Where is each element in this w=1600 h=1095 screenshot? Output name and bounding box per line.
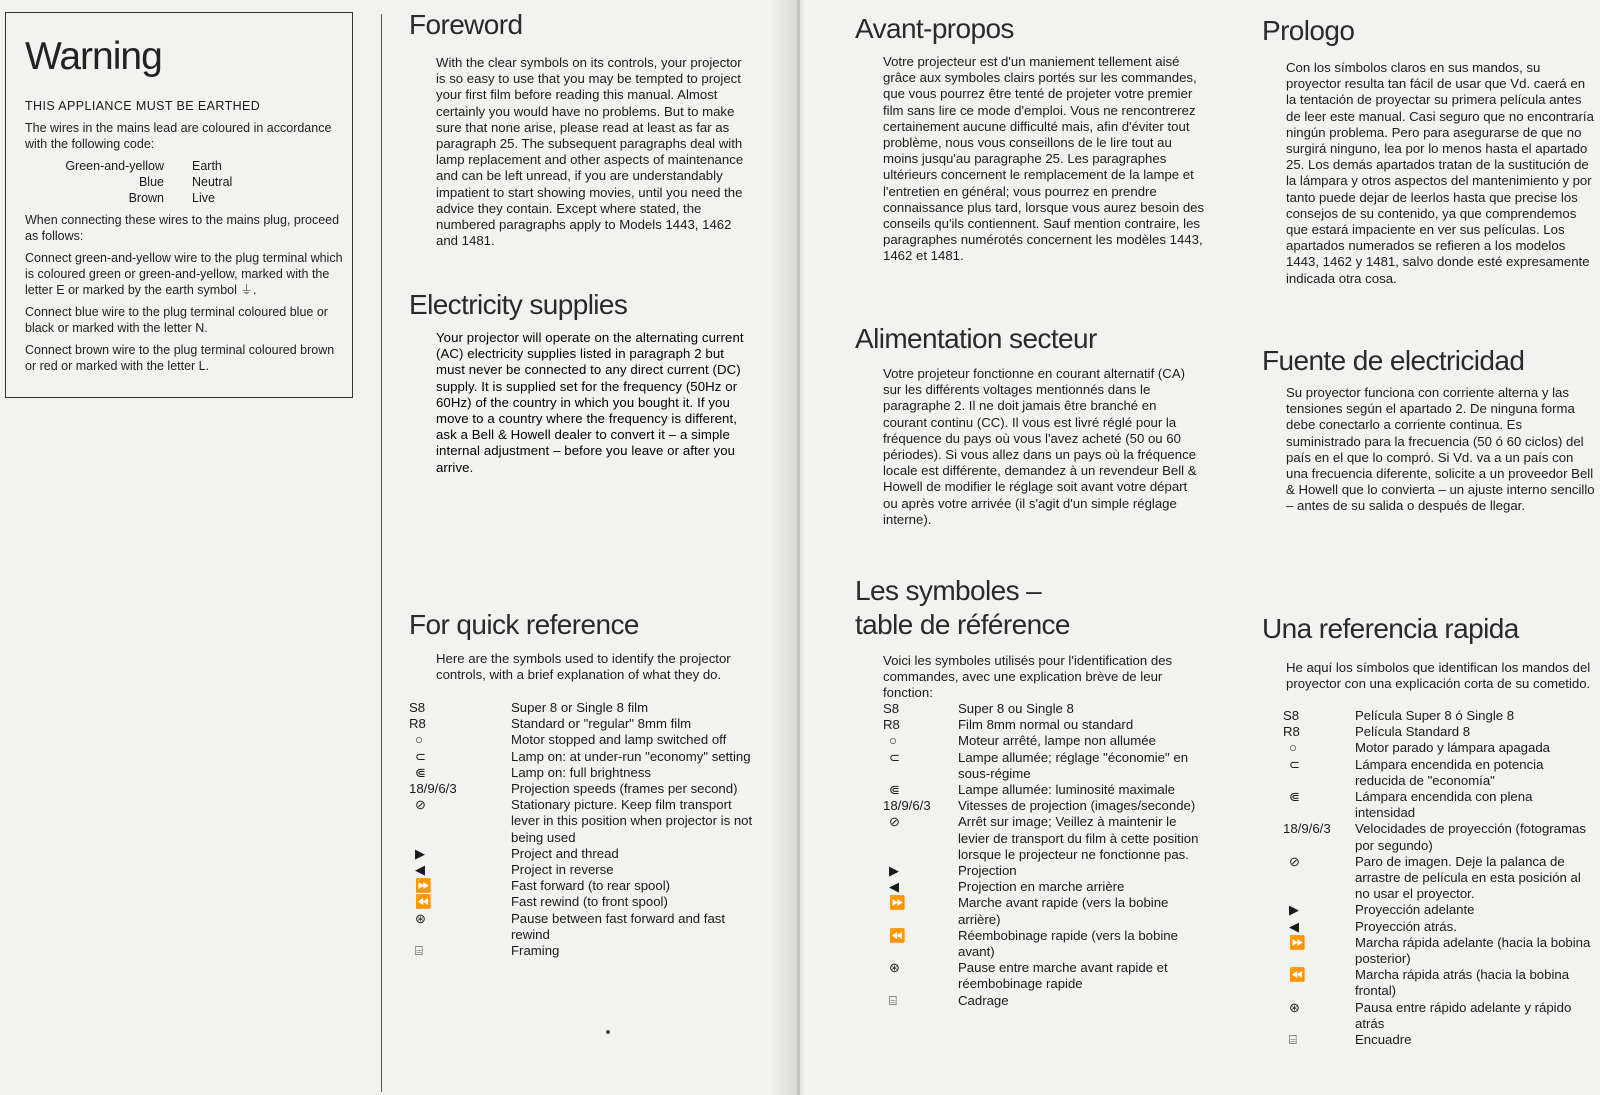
symbol-key: ▶: [1289, 902, 1300, 918]
warning-paragraph: Connect green-and-yellow wire to the plug terminal which is coloured green or green-and-yellow, marked with the letter E or marked by the earth symbol ⏚.: [25, 251, 343, 297]
french-quick-intro: Voici les symboles utilisés pour l'identification des commandes, avec une explication brève de leur fonction:: [883, 653, 1173, 701]
symbol-row: [409, 797, 759, 846]
symbol-key: ⊛: [889, 960, 901, 976]
symbol-description: Película Super 8 ó Single 8: [1355, 708, 1515, 723]
symbol-row: [883, 750, 1208, 782]
symbol-key: ○: [1289, 740, 1297, 756]
symbol-description: Cadrage: [958, 992, 1009, 1008]
wire-code-row: [52, 190, 352, 206]
symbol-row: [409, 716, 759, 732]
symbol-description: Paro de imagen. Deje la palanca de arrastre de película en esta posición al no usar el proyector.: [1355, 853, 1581, 902]
english-electricity-title: Electricity supplies: [409, 289, 628, 320]
symbol-description: Project and thread: [511, 845, 619, 861]
symbol-description: Lamp on: full brightness: [511, 764, 652, 780]
wire-meaning: Live: [192, 191, 215, 205]
symbol-description: Projection: [958, 863, 1017, 879]
symbol-row: [1283, 902, 1595, 918]
wire-colour: Brown: [128, 191, 164, 205]
warning-intro: The wires in the mains lead are coloured in accordance with the following code:: [25, 121, 332, 151]
english-electricity-text: Your projector will operate on the alternating current (AC) electricity supplies listed in paragraph 2 but must never be connected to any direct current (DC) supply. It is supplied set for the frequency (50Hz or 60Hz) of the country in which you bought it. If you move to a country where the frequency is different, ask a Bell & Howell dealer to convert it – a simple internal adjustment – before you leave or after you arrive.: [436, 330, 744, 475]
symbol-row: [883, 928, 1208, 960]
symbol-row: [1283, 967, 1595, 999]
symbol-row: [883, 782, 1208, 798]
wire-colour: Blue: [138, 175, 164, 189]
symbol-description: Motor parado y lámpara apagada: [1355, 740, 1551, 756]
symbol-row: [1283, 1032, 1595, 1048]
warning-paragraph: Connect blue wire to the plug terminal coloured blue or black or marked with the letter N.: [25, 305, 328, 335]
symbol-description: Lamp on: at under-run "economy" setting: [511, 748, 751, 764]
symbol-key: ⊂: [1289, 756, 1301, 772]
symbol-key: ⌸: [889, 992, 897, 1008]
symbol-key: ◀: [415, 862, 426, 878]
symbol-description: Marche avant rapide (vers la bobine arrière): [958, 895, 1169, 927]
symbol-row: [883, 733, 1208, 749]
symbol-row: [409, 765, 759, 781]
symbol-key: R8: [1283, 724, 1300, 740]
english-foreword-text: With the clear symbols on its controls, your projector is so easy to use that you may be tempted to project your first film before reading this manual. Almost certainly you would have no problems. But to make sure that none arise, please read at least as far as paragraph 25. The subsequent paragraphs deal with lamp replacement and other aspects of maintenance and can be left unread, if you are understandably impatient to start showing movies, until you need the advice they contain. Except where stated, the numbered paragraphs apply to Models 1443, 1462 and 1481.: [436, 55, 744, 249]
french-electricity-text: Votre projeteur fonctionne en courant alternatif (CA) sur les différents voltages mentionnés dans le paragraphe 2. Il ne doit jamais être branché en courant continu (CC). Il vous est livré réglé pour la fréquence du pays où vous l'avez acheté (50 ou 60 périodes). Si vous allez dans un pays où la fréquence locale est différente, demandez à un revendeur Bell & Howell de modifier le réglage soit avant votre départ ou après votre arrivée (il s'agit d'un simple réglage interne).: [883, 366, 1197, 527]
spanish-electricity-title: Fuente de electricidad: [1262, 345, 1525, 376]
symbol-description: Fast forward (to rear spool): [511, 878, 671, 894]
symbol-key: ⊘: [1289, 853, 1301, 869]
symbol-key: ⊛: [1289, 999, 1301, 1015]
spanish-quick-title: Una referencia rapida: [1262, 613, 1519, 644]
symbol-row: [1283, 1000, 1595, 1032]
spanish-quick-intro: He aquí los símbolos que identifican los mandos del proyector con una explicación corta de su cometido.: [1286, 660, 1591, 692]
symbol-description: Velocidades de proyección (fotogramas por segundo): [1355, 821, 1586, 853]
symbol-description: Encuadre: [1355, 1032, 1412, 1048]
symbol-key: ⊂: [889, 749, 901, 765]
page-fold: [797, 0, 800, 1095]
symbol-description: Vitesses de projection (images/seconde): [958, 798, 1196, 814]
symbol-row: [1283, 708, 1595, 724]
symbol-key: ○: [415, 732, 423, 748]
warning-box: [5, 12, 353, 398]
warning-paragraph: Connect brown wire to the plug terminal coloured brown or red or marked with the letter L.: [25, 343, 335, 373]
symbol-row: [883, 701, 1208, 717]
symbol-key: R8: [409, 716, 426, 732]
symbol-row: [409, 943, 759, 959]
symbol-description: Projection speeds (frames per second): [511, 781, 738, 797]
symbol-description: Lámpara encendida con plena intensidad: [1355, 789, 1533, 821]
symbol-key: ⏪: [1289, 967, 1306, 983]
symbol-key: 18/9/6/3: [883, 798, 931, 814]
spanish-foreword-title: Prologo: [1262, 15, 1355, 46]
symbol-row: [883, 993, 1208, 1009]
column-divider: [381, 14, 382, 1092]
wire-code-row: [52, 158, 352, 174]
symbol-row: [409, 911, 759, 943]
symbol-row: [1283, 740, 1595, 756]
symbol-row: [1283, 854, 1595, 903]
symbol-key: S8: [883, 701, 900, 716]
symbol-row: [883, 960, 1208, 992]
french-electricity-title: Alimentation secteur: [855, 323, 1097, 354]
french-symbol-list: [883, 701, 1208, 1009]
symbol-key: ⏩: [415, 878, 432, 894]
symbol-key: ⌸: [1289, 1032, 1297, 1048]
symbol-key: ⊂: [415, 748, 427, 764]
symbol-key: ⏩: [889, 895, 906, 911]
warning-title: Warning: [25, 35, 162, 78]
symbol-description: Super 8 ou Single 8: [958, 701, 1074, 716]
warning-heading: THIS APPLIANCE MUST BE EARTHED: [25, 99, 261, 113]
symbol-row: [1283, 821, 1595, 853]
symbol-row: [409, 862, 759, 878]
symbol-row: [409, 749, 759, 765]
symbol-key: ⏪: [415, 894, 432, 910]
french-foreword-title: Avant-propos: [855, 13, 1014, 44]
symbol-description: Film 8mm normal ou standard: [958, 717, 1134, 733]
symbol-row: [1283, 919, 1595, 935]
symbol-key: ○: [889, 733, 897, 749]
symbol-row: [1283, 789, 1595, 821]
english-quick-title: For quick reference: [409, 609, 639, 640]
symbol-description: Proyección adelante: [1355, 902, 1475, 918]
symbol-description: Moteur arrêté, lampe non allumée: [958, 733, 1156, 749]
symbol-key: R8: [883, 717, 900, 733]
symbol-key: S8: [1283, 708, 1300, 723]
symbol-key: ⏪: [889, 927, 906, 943]
warning-paragraph: When connecting these wires to the mains plug, proceed as follows:: [25, 213, 340, 243]
symbol-key: ▶: [415, 845, 426, 861]
french-quick-title-line1: Les symboles –: [855, 575, 1042, 606]
symbol-key: ◀: [889, 879, 900, 895]
symbol-row: [883, 895, 1208, 927]
symbol-row: [409, 878, 759, 894]
symbol-key: ⊘: [415, 797, 427, 813]
symbol-description: Pausa entre rápido adelante y rápido atrás: [1355, 999, 1572, 1031]
symbol-description: Stationary picture. Keep film transport lever in this position when projector is not being used: [511, 797, 753, 845]
symbol-key: ◀: [1289, 918, 1300, 934]
symbol-description: Réembobinage rapide (vers la bobine avant): [958, 927, 1178, 960]
french-foreword-text: Votre projecteur est d'un maniement tellement aisé grâce aux symboles clairs portés sur les commandes, que vous pourrez être tenté de projeter votre premier film sans lire ce mode d'emploi. Vous ne rencontrerez certainement aucune difficulté mais, afin d'éviter tout problème, nous vous conseillons de le lire tout au moins jusqu'au paragraphe 25. Les paragraphes ultérieurs concernent le remplacement de la lampe et l'entretien en général; vous pourrez en prendre connaissance plus tard, lorsque vous aurez besoin des conseils qu'ils contiennent. Sauf mention contraire, les paragraphes numérotés concernent les modèles 1443, 1462 et 1481.: [883, 54, 1205, 264]
symbol-key: ⏩: [1289, 934, 1306, 950]
symbol-description: Pause between fast forward and fast rewind: [511, 910, 726, 942]
symbol-description: Lampe allumée; réglage "économie" en sous-régime: [958, 749, 1189, 781]
symbol-key: ▶: [889, 863, 900, 879]
symbol-description: Super 8 or Single 8 film: [511, 700, 649, 715]
symbol-key: ⋐: [889, 782, 901, 798]
symbol-row: [1283, 724, 1595, 740]
symbol-row: [883, 717, 1208, 733]
wire-meaning: Earth: [192, 159, 222, 173]
english-foreword-title: Foreword: [409, 9, 523, 40]
symbol-key: ⌸: [415, 943, 423, 959]
wire-meaning: Neutral: [192, 175, 233, 189]
wire-colour: Green-and-yellow: [65, 159, 164, 173]
symbol-description: Fast rewind (to front spool): [511, 894, 668, 910]
symbol-key: ⊛: [415, 910, 427, 926]
symbol-row: [409, 894, 759, 910]
spanish-electricity-text: Su proyector funciona con corriente alterna y las tensiones según el apartado 2. De ninguna forma debe conectarlo a corriente continua. Es suministrado para la frecuencia (50 ó 60 ciclos) del país en el que lo compró. Si Vd. va a un país con una frecuencia diferente, solicite a un proveedor Bell & Howell que lo convierta – un ajuste interno sencillo – antes de su salida o después de llegar.: [1286, 385, 1595, 514]
symbol-row: [409, 700, 759, 716]
english-quick-intro: Here are the symbols used to identify the projector controls, with a brief explanation of what they do.: [436, 651, 731, 683]
spanish-symbol-list: [1283, 708, 1595, 1048]
wire-code-table: [52, 158, 352, 206]
spanish-foreword-text: Con los símbolos claros en sus mandos, su proyector resulta tan fácil de usar que Vd. caerá en la tentación de proyectar su primera película antes de leer este manual. Casi seguro que no encontraría ningún problema. Pero para asegurarse de que no surgirá ninguno, lea por lo menos hasta el apartado 25. Los demás apartados tratan de la sustitución de la lámpara y otros aspectos del mantenimiento y por tanto puede dejar de leerlos hasta que precise los consejos de su contenido, ya que comprendemos que estará impaciente en ver sus películas. Los apartados numerados se refieren a los modelos 1443, 1462 y 1481, salvo donde esté expresamente indicada otra cosa.: [1286, 60, 1594, 286]
symbol-row: [883, 814, 1208, 863]
symbol-description: Marcha rápida atrás (hacia la bobina frontal): [1355, 967, 1570, 999]
symbol-description: Motor stopped and lamp switched off: [511, 732, 727, 748]
symbol-row: [1283, 935, 1595, 967]
symbol-description: Project in reverse: [511, 862, 614, 878]
symbol-description: Projection en marche arrière: [958, 879, 1125, 895]
symbol-description: Pause entre marche avant rapide et réembobinage rapide: [958, 960, 1168, 992]
french-quick-title-line2: table de référence: [855, 609, 1070, 640]
wire-code-row: [52, 174, 352, 190]
symbol-description: Standard or "regular" 8mm film: [511, 716, 692, 732]
symbol-key: 18/9/6/3: [409, 781, 457, 797]
symbol-row: [883, 798, 1208, 814]
symbol-row: [409, 846, 759, 862]
symbol-row: [409, 781, 759, 797]
symbol-description: Arrêt sur image; Veillez à maintenir le levier de transport du film à cette position lorsque le projecteur ne fonctionne pas.: [958, 814, 1199, 862]
symbol-description: Lampe allumée: luminosité maximale: [958, 782, 1175, 798]
english-symbol-list: [409, 700, 759, 959]
symbol-description: Framing: [511, 943, 560, 959]
print-speck: [606, 1030, 610, 1034]
symbol-key: S8: [409, 700, 426, 715]
symbol-description: Proyección atrás.: [1355, 918, 1457, 934]
symbol-key: ⋐: [1289, 789, 1301, 805]
symbol-row: [883, 863, 1208, 879]
symbol-description: Lámpara encendida en potencia reducida de "economía": [1355, 756, 1544, 788]
symbol-description: Marcha rápida adelante (hacia la bobina posterior): [1355, 934, 1591, 967]
symbol-key: ⊘: [889, 814, 901, 830]
symbol-row: [883, 879, 1208, 895]
symbol-row: [409, 732, 759, 748]
symbol-row: [1283, 757, 1595, 789]
symbol-key: 18/9/6/3: [1283, 821, 1331, 837]
symbol-key: ⋐: [415, 764, 427, 780]
symbol-description: Película Standard 8: [1355, 724, 1471, 740]
